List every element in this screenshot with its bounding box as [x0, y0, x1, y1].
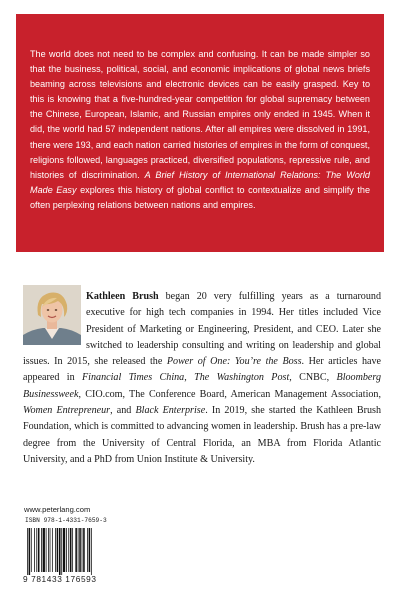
barcode-bar — [52, 528, 53, 572]
isbn-label: ISBN 978-1-4331-7659-3 — [25, 517, 107, 524]
barcode-bar — [46, 528, 47, 572]
barcode-bar — [59, 528, 61, 575]
barcode-bar — [29, 528, 31, 575]
publication-washington-post: The Washington Post — [194, 372, 290, 384]
summary-text-part1: The world does not need to be complex and confusing. It can be made simpler so that the business, political, social, and economic implications of global news briefs beaming across televisions and electronic devices can be easily grasped. Key to this is knowing that a five-hundred-year competition for global supremacy between the Chinese, European, Islamic, and Russian empires only ended in 1945. When it did, the world had 57 independent nations. After all empires were dissolved in 1991, there were 193, and each nation carried histories of empires in the form of conquest, religions followed, languages practiced, diversified populations, repressive rule, and histories of discrimination. — [30, 49, 370, 180]
barcode-bar — [48, 528, 49, 572]
barcode-bar — [55, 528, 56, 572]
publication-black-enterprise: Black Enterprise — [135, 405, 206, 417]
publication-ft-china: Financial Times China — [82, 372, 185, 384]
barcode-bar — [31, 528, 32, 572]
book-title-power-of-one: Power of One: You’re the Boss — [166, 356, 302, 368]
publication-women-entrepreneur: Women Entrepreneur — [23, 405, 111, 417]
barcode-bar — [68, 528, 69, 572]
barcode-bar — [38, 528, 40, 572]
bio-text: , CIO.com, The Conference Board, American Management Association, — [78, 388, 381, 400]
barcode-bar — [75, 528, 77, 572]
barcode-bar — [70, 528, 72, 572]
barcode-icon — [26, 528, 118, 575]
barcode-bar — [63, 528, 65, 572]
barcode-bar — [82, 528, 83, 572]
barcode-bar — [72, 528, 73, 572]
book-title: A Brief History of International Relations: The World Made Easy — [30, 169, 370, 195]
barcode-bar — [57, 528, 59, 572]
barcode-bar — [87, 528, 88, 572]
author-bio — [23, 289, 381, 468]
publisher-url: www.peterlang.com — [24, 505, 91, 514]
barcode-bar — [66, 528, 67, 572]
barcode-bar — [43, 528, 45, 572]
barcode-digits: 9 781433 176593 — [23, 574, 97, 584]
barcode-bar — [36, 528, 37, 572]
isbn-barcode — [22, 516, 120, 586]
barcode-bar — [61, 528, 62, 575]
publication-bloomberg: Bloomberg Businessweek — [23, 372, 382, 400]
barcode-bar — [91, 528, 92, 575]
barcode-bar — [50, 528, 51, 572]
barcode-bar — [89, 528, 91, 572]
summary-text-part2: explores this history of global conflict to contextualize and simplify the often perplexing relations between nations and empires. — [30, 184, 370, 210]
bio-text: , and — [110, 405, 132, 417]
bio-text: . In 2019, she started the Kathleen Brush Foundation, which is committed to advancing women in leadership. Brush has a pre-law degree from the University of Central Florida, an MBA from Florida Atlantic University, and a PhD from Union Institute & University. — [23, 405, 381, 465]
barcode-bar — [34, 528, 35, 572]
barcode-bar — [78, 528, 79, 572]
bio-text: . Her articles have appeared in — [23, 356, 382, 384]
barcode-bar — [83, 528, 85, 572]
summary-panel — [16, 14, 384, 252]
bio-text: began 20 very fulfilling years as a turnaround executive for high tech companies in 1994. Her titles included Vice President of Marketing or Engineering, President, and CEO. Later she switched to leadership consulting and writing on leadership and global issues. In 2015, she released the — [23, 291, 381, 368]
author-name: Kathleen Brush — [86, 291, 159, 302]
barcode-bar — [79, 528, 81, 572]
book-summary — [30, 47, 370, 213]
bio-text: , — [184, 372, 187, 384]
barcode-bar — [27, 528, 28, 575]
bio-text: , CNBC, — [289, 372, 330, 384]
barcode-bar — [41, 528, 42, 572]
